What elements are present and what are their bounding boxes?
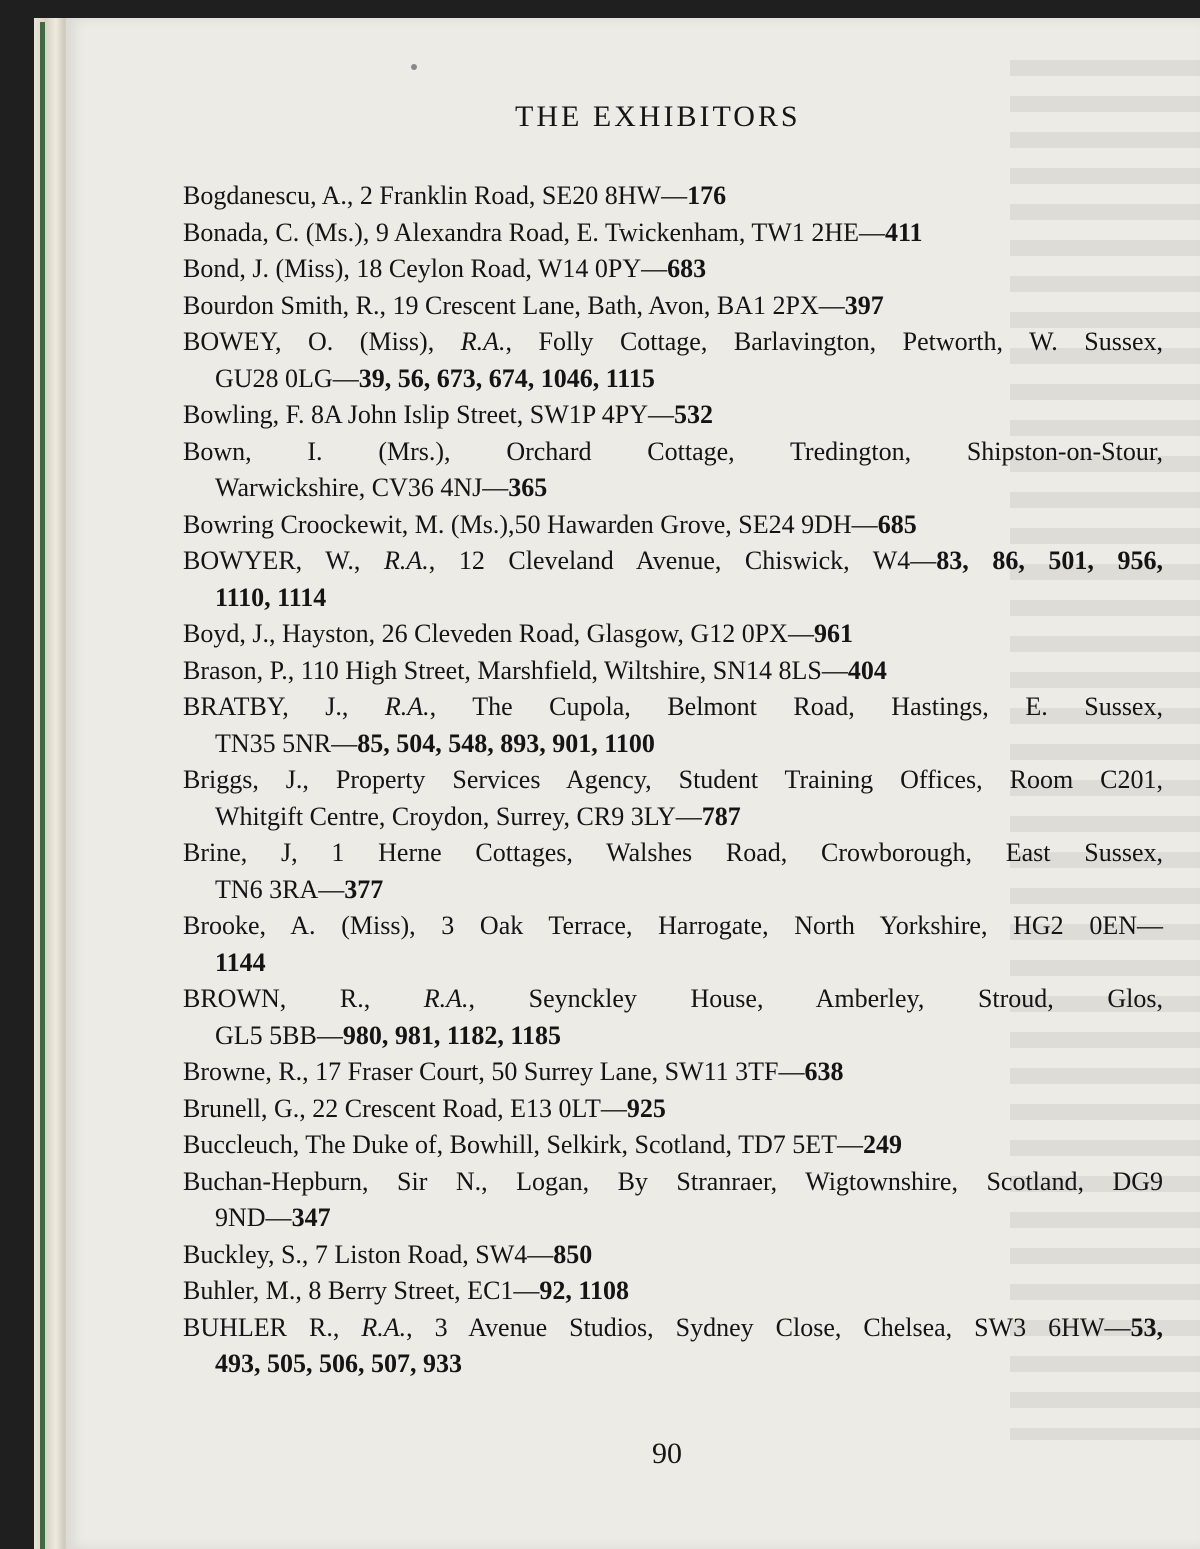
entry-line: [183, 288, 1163, 325]
entry-text: BOWYER, W.,: [183, 546, 384, 575]
entry-line: [183, 324, 1163, 361]
entry-line: [183, 1054, 1163, 1091]
entry-text: 9ND—: [215, 1203, 292, 1232]
entry-line: [183, 178, 1163, 215]
catalogue-numbers: 925: [626, 1093, 666, 1123]
entry-honour: R.A.: [460, 327, 506, 356]
catalogue-numbers: 397: [844, 290, 884, 320]
entry-line: [183, 397, 1163, 434]
exhibitor-entry: [183, 762, 1163, 835]
paper-speck: [411, 64, 417, 70]
entry-line: [183, 762, 1163, 799]
entry-line: [183, 1310, 1163, 1347]
entry-text: Buhler, M., 8 Berry Street, EC1—: [183, 1276, 540, 1305]
exhibitor-entry: [183, 324, 1163, 397]
entry-honour: R.A.: [423, 984, 469, 1013]
entry-line: [183, 1200, 1163, 1237]
entry-text: Bond, J. (Miss), 18 Ceylon Road, W14 0PY—: [183, 254, 668, 283]
catalogue-numbers: 404: [847, 655, 887, 685]
exhibitor-entry: [183, 215, 1163, 252]
catalogue-numbers: 53,: [1130, 1312, 1163, 1342]
catalogue-numbers: 83, 86, 501, 956,: [936, 546, 1164, 575]
catalogue-numbers: 1110, 1114: [215, 582, 327, 612]
exhibitor-entry: [183, 1273, 1163, 1310]
catalogue-numbers: 1144: [215, 947, 266, 977]
entry-text: , The Cupola, Belmont Road, Hastings, E. Sussex,: [429, 692, 1163, 721]
entry-line: [183, 1091, 1163, 1128]
exhibitor-entry: [183, 981, 1163, 1054]
exhibitor-entry: [183, 689, 1163, 762]
exhibitor-entry: [183, 434, 1163, 507]
exhibitor-entry: [183, 507, 1163, 544]
entry-line: [183, 1237, 1163, 1274]
entry-text: , 12 Cleveland Avenue, Chiswick, W4—: [428, 546, 937, 575]
entry-line: [183, 251, 1163, 288]
entry-text: Bonada, C. (Ms.), 9 Alexandra Road, E. Twickenham, TW1 2HE—: [183, 217, 885, 247]
book-cover-edge: [40, 22, 45, 1549]
catalogue-numbers: 961: [813, 619, 853, 648]
entry-text: Buckley, S., 7 Liston Road, SW4—: [183, 1239, 554, 1269]
entry-text: GL5 5BB—: [215, 1020, 343, 1050]
entry-line: [183, 1346, 1163, 1383]
catalogue-numbers: 411: [884, 217, 923, 247]
catalogue-numbers: 493, 505, 506, 507, 933: [215, 1349, 462, 1378]
catalogue-numbers: 685: [877, 509, 917, 539]
catalogue-numbers: 683: [667, 254, 707, 283]
entry-line: [183, 689, 1163, 726]
exhibitor-entry: [183, 1237, 1163, 1274]
entry-line: [183, 1018, 1163, 1055]
entry-text: Bogdanescu, A., 2 Franklin Road, SE20 8HW—: [183, 181, 688, 210]
exhibitor-entry: [183, 1310, 1163, 1383]
entry-line: [183, 1273, 1163, 1310]
exhibitor-entry: [183, 908, 1163, 981]
entry-text: TN6 3RA—: [215, 874, 345, 904]
entry-line: [183, 434, 1163, 471]
entry-text: , Folly Cottage, Barlavington, Petworth, W. Sussex,: [505, 327, 1163, 356]
catalogue-numbers: 787: [701, 801, 741, 831]
catalogue-numbers: 365: [508, 473, 548, 502]
catalogue-numbers: 347: [291, 1203, 331, 1232]
catalogue-numbers: 92, 1108: [539, 1276, 629, 1305]
exhibitor-entry: [183, 1091, 1163, 1128]
entry-text: Briggs, J., Property Services Agency, Student Training Offices, Room C201,: [183, 765, 1163, 794]
entry-line: [183, 1164, 1163, 1201]
entry-text: GU28 0LG—: [215, 363, 359, 393]
exhibitor-entry: [183, 1127, 1163, 1164]
catalogue-numbers: 249: [863, 1130, 902, 1159]
exhibitor-entry: [183, 835, 1163, 908]
catalogue-numbers: 85, 504, 548, 893, 901, 1100: [357, 728, 655, 758]
entry-text: BUHLER R.,: [183, 1312, 362, 1342]
page-title: THE EXHIBITORS: [515, 100, 801, 133]
entry-line: [183, 799, 1163, 836]
exhibitor-entry: [183, 1164, 1163, 1237]
entry-honour: R.A.: [384, 692, 430, 721]
exhibitor-entry: [183, 397, 1163, 434]
exhibitor-entry: [183, 1054, 1163, 1091]
exhibitor-list: [183, 178, 1163, 1383]
entry-line: [183, 470, 1163, 507]
entry-text: BOWEY, O. (Miss),: [183, 327, 461, 356]
entry-text: Brason, P., 110 High Street, Marshfield, Wiltshire, SN14 8LS—: [183, 655, 848, 685]
catalogue-numbers: 532: [674, 400, 714, 429]
entry-line: [183, 215, 1163, 252]
entry-honour: R.A.: [361, 1312, 407, 1342]
entry-text: Brunell, G., 22 Crescent Road, E13 0LT—: [183, 1093, 627, 1123]
entry-line: [183, 361, 1163, 398]
entry-text: , 3 Avenue Studios, Sydney Close, Chelsea, SW3 6HW—: [406, 1312, 1131, 1342]
entry-text: Brine, J, 1 Herne Cottages, Walshes Road, Crowborough, East Sussex,: [183, 838, 1163, 867]
entry-line: [183, 835, 1163, 872]
entry-text: BROWN, R.,: [183, 984, 424, 1013]
page-number: 90: [652, 1437, 682, 1470]
entry-text: TN35 5NR—: [215, 728, 358, 758]
entry-line: [183, 1127, 1163, 1164]
catalogue-numbers: 980, 981, 1182, 1185: [342, 1020, 561, 1050]
entry-line: [183, 945, 1163, 982]
entry-text: Brooke, A. (Miss), 3 Oak Terrace, Harrogate, North Yorkshire, HG2 0EN—: [183, 911, 1163, 940]
catalogue-numbers: 850: [553, 1239, 593, 1269]
entry-text: Buchan-Hepburn, Sir N., Logan, By Stranraer, Wigtownshire, Scotland, DG9: [183, 1166, 1163, 1196]
exhibitor-entry: [183, 616, 1163, 653]
entry-text: Browne, R., 17 Fraser Court, 50 Surrey Lane, SW11 3TF—: [183, 1057, 805, 1086]
entry-line: [183, 543, 1163, 580]
exhibitor-entry: [183, 543, 1163, 616]
entry-line: [183, 580, 1163, 617]
catalogue-numbers: 176: [687, 181, 727, 210]
exhibitor-entry: [183, 288, 1163, 325]
entry-text: Buccleuch, The Duke of, Bowhill, Selkirk, Scotland, TD7 5ET—: [183, 1130, 863, 1159]
entry-honour: R.A.: [383, 546, 429, 575]
entry-line: [183, 908, 1163, 945]
entry-text: Bowling, F. 8A John Islip Street, SW1P 4PY—: [183, 400, 675, 429]
entry-line: [183, 507, 1163, 544]
entry-line: [183, 726, 1163, 763]
entry-text: Whitgift Centre, Croydon, Surrey, CR9 3LY—: [215, 801, 702, 831]
entry-line: [183, 872, 1163, 909]
entry-text: , Seynckley House, Amberley, Stroud, Glos,: [468, 984, 1163, 1013]
entry-line: [183, 616, 1163, 653]
entry-line: [183, 981, 1163, 1018]
entry-text: Bourdon Smith, R., 19 Crescent Lane, Bath, Avon, BA1 2PX—: [183, 290, 845, 320]
exhibitor-entry: [183, 251, 1163, 288]
entry-text: Bown, I. (Mrs.), Orchard Cottage, Tredington, Shipston-on-Stour,: [183, 436, 1163, 466]
catalogue-numbers: 377: [344, 874, 384, 904]
exhibitor-entry: [183, 653, 1163, 690]
entry-text: Boyd, J., Hayston, 26 Cleveden Road, Glasgow, G12 0PX—: [183, 619, 814, 648]
entry-text: Bowring Croockewit, M. (Ms.),50 Hawarden Grove, SE24 9DH—: [183, 509, 878, 539]
entry-text: Warwickshire, CV36 4NJ—: [215, 473, 509, 502]
entry-text: BRATBY, J.,: [183, 692, 385, 721]
exhibitor-entry: [183, 178, 1163, 215]
entry-line: [183, 653, 1163, 690]
catalogue-numbers: 638: [804, 1057, 844, 1086]
catalogue-numbers: 39, 56, 673, 674, 1046, 1115: [358, 363, 655, 393]
